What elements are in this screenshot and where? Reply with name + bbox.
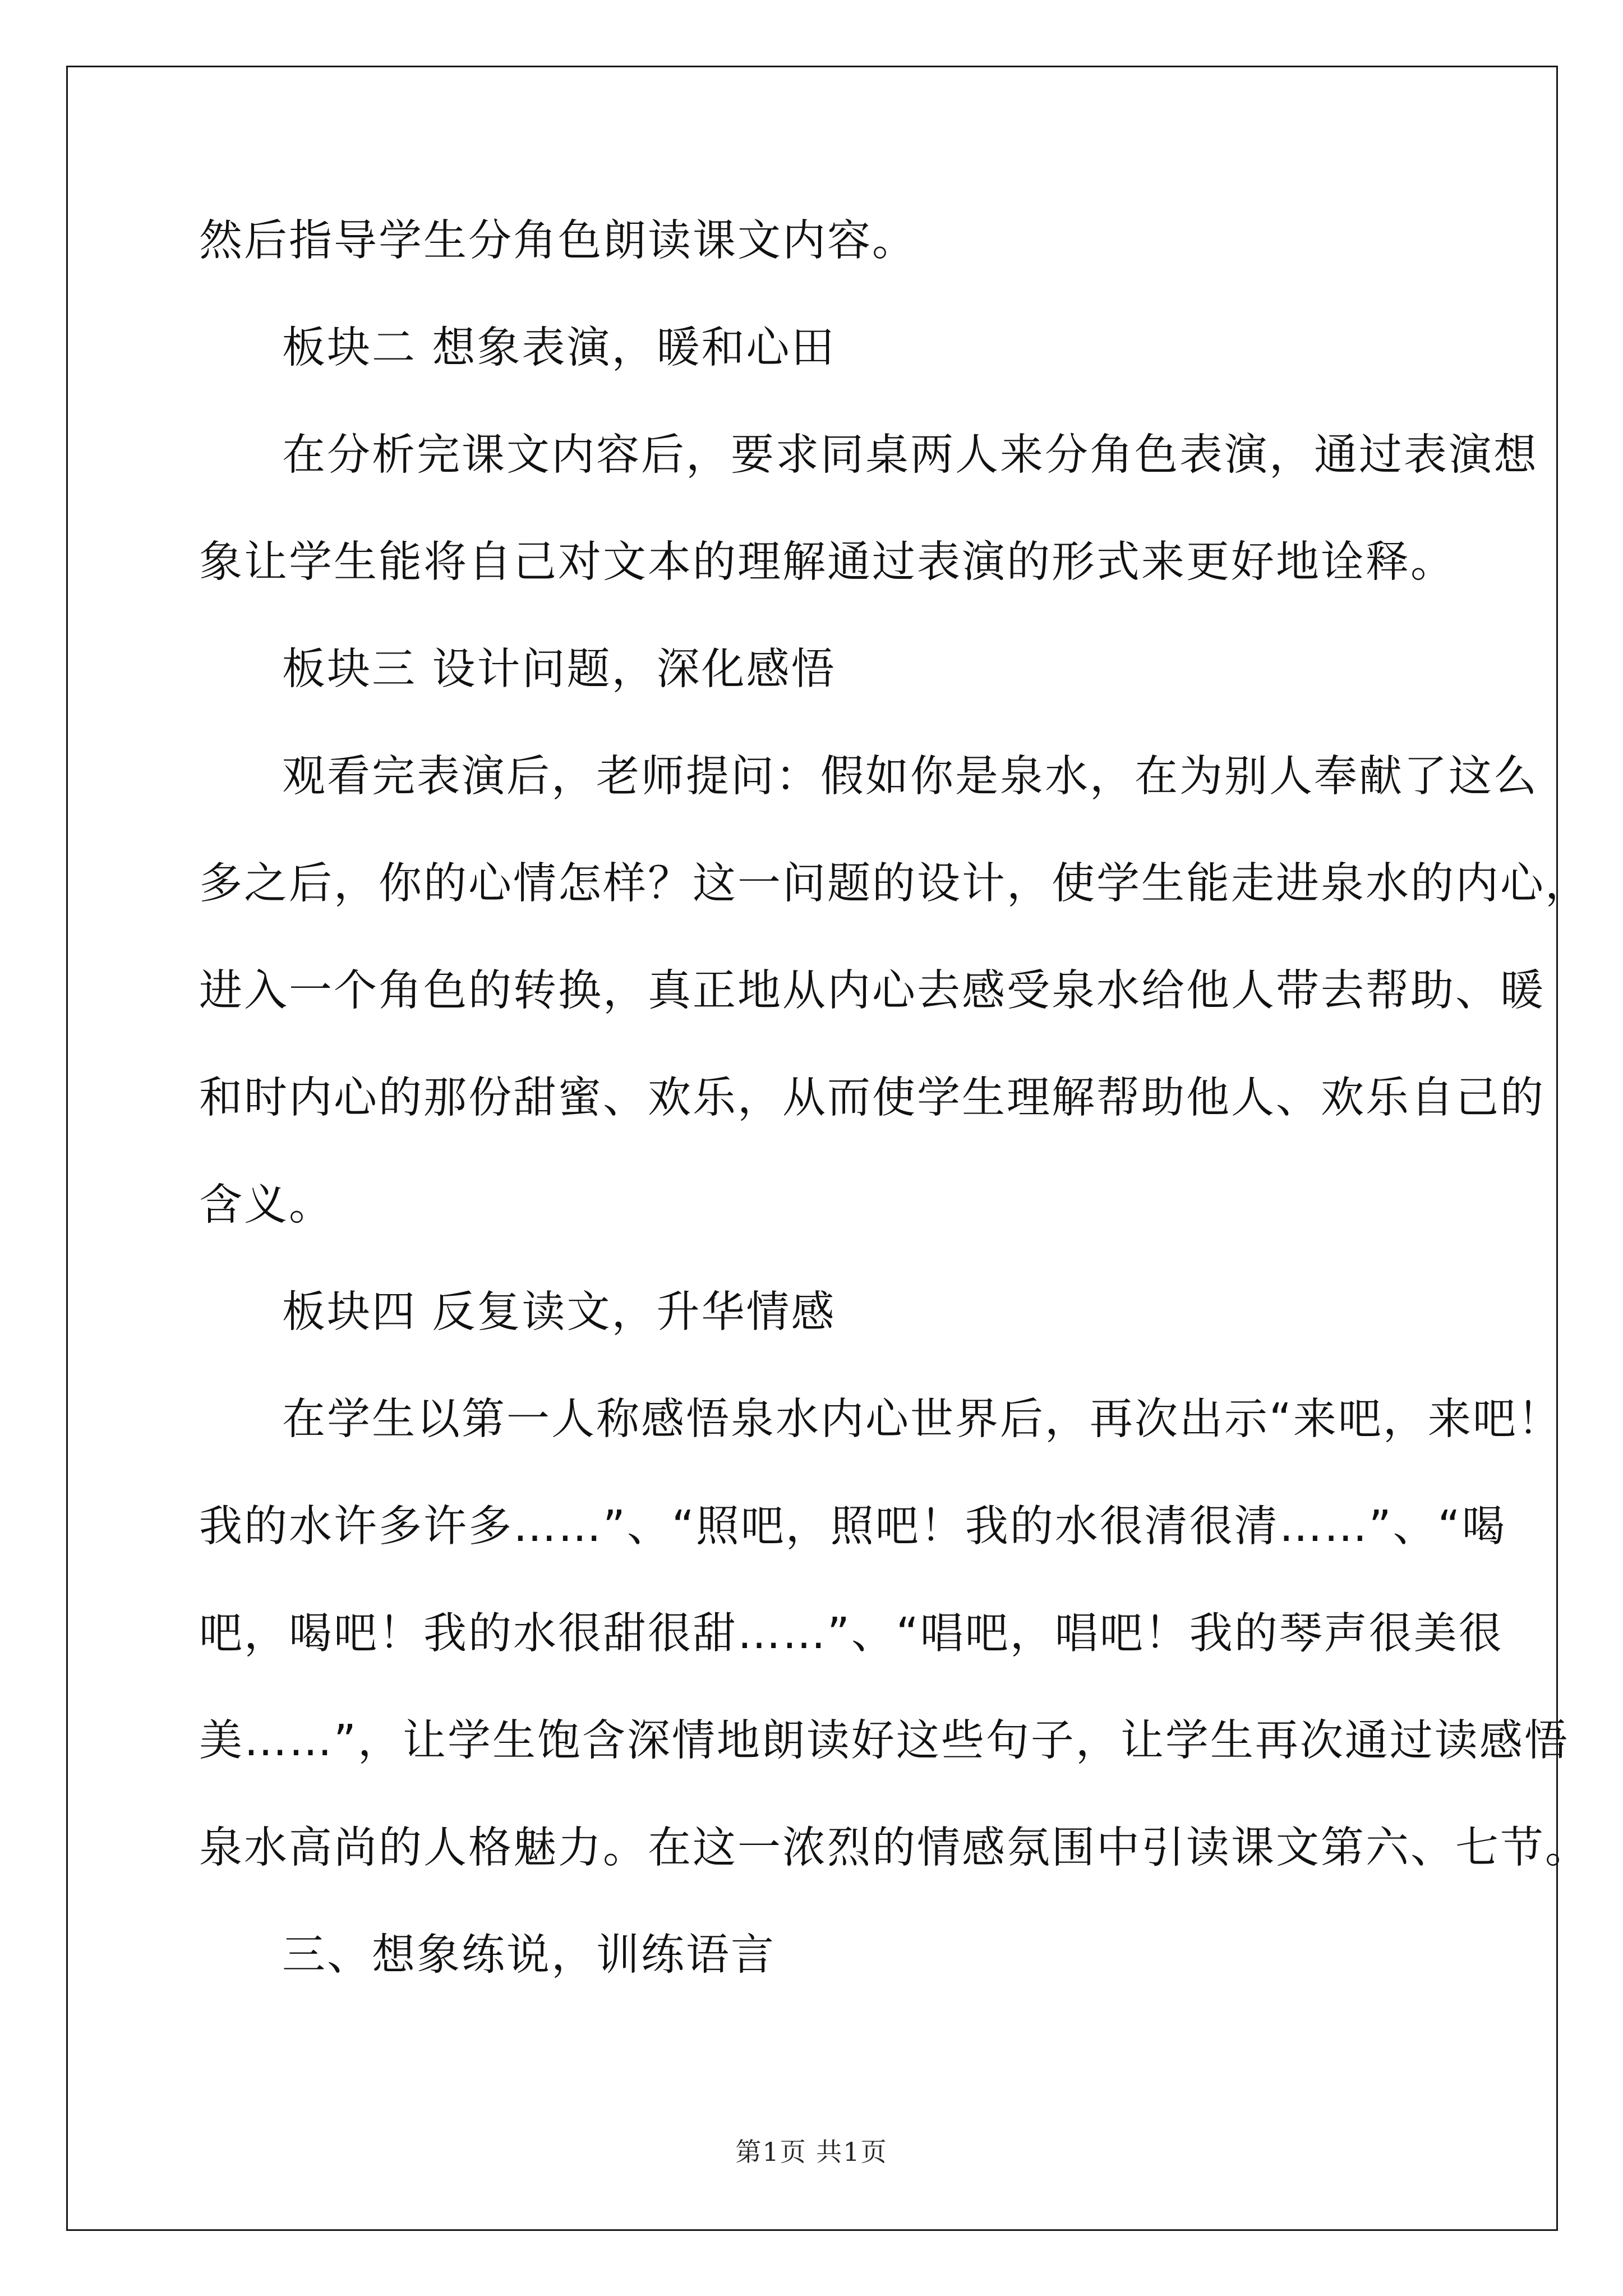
text-line: 然后指导学生分角色朗读课文内容。 <box>199 216 917 266</box>
text-line: 在学生以第一人称感悟泉水内心世界后，再次出示“来吧，来吧！ <box>282 1395 1562 1444</box>
text-line: 泉水高尚的人格魅力。在这一浓烈的情感氛围中引读课文第六、七节。 <box>199 1823 1590 1873</box>
section-heading: 板块三 设计问题，深化感悟 <box>282 645 836 694</box>
section-heading: 三、想象练说，训练语言 <box>282 1930 776 1980</box>
section-heading: 板块四 反复读文，升华情感 <box>282 1287 836 1337</box>
text-line: 象让学生能将自己对文本的理解通过表演的形式来更好地诠释。 <box>199 537 1455 587</box>
text-line: 和时内心的那份甜蜜、欢乐，从而使学生理解帮助他人、欢乐自己的 <box>199 1073 1545 1123</box>
text-line: 美……”，让学生饱含深情地朗读好这些句子，让学生再次通过读感悟 <box>199 1716 1569 1766</box>
text-line: 吧，喝吧！我的水很甜很甜……”、“唱吧，唱吧！我的琴声很美很 <box>199 1609 1504 1659</box>
text-line: 观看完表演后，老师提问：假如你是泉水，在为别人奉献了这么 <box>282 752 1538 802</box>
text-line: 含义。 <box>199 1180 334 1230</box>
page-border <box>66 66 1558 2231</box>
text-line: 多之后，你的心情怎样？这一问题的设计，使学生能走进泉水的内心， <box>199 859 1590 909</box>
section-heading: 板块二 想象表演，暖和心田 <box>282 323 836 373</box>
text-line: 进入一个角色的转换，真正地从内心去感受泉水给他人带去帮助、暖 <box>199 966 1545 1016</box>
text-line: 在分析完课文内容后，要求同桌两人来分角色表演，通过表演想 <box>282 430 1538 480</box>
page-number: 第1页 共1页 <box>735 2137 888 2167</box>
text-line: 我的水许多许多……”、“照吧，照吧！我的水很清很清……”、“喝 <box>199 1502 1507 1552</box>
